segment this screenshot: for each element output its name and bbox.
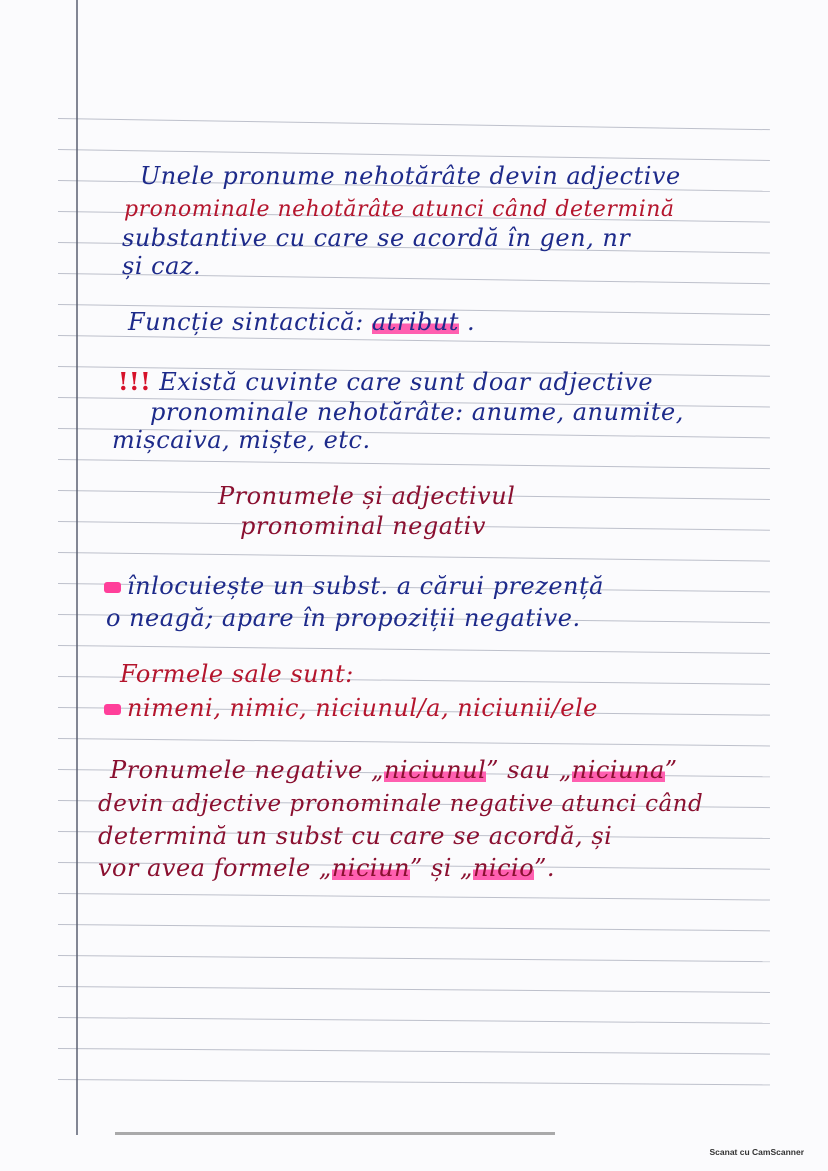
section-heading-line-2: pronominal negativ — [240, 512, 486, 540]
bullet-marker — [104, 704, 121, 715]
ruled-line — [58, 1079, 770, 1086]
syntactic-function-end: . — [467, 308, 476, 336]
highlight-niciunul: niciunul — [383, 756, 487, 784]
note-line-4: și caz. — [122, 252, 202, 280]
final-line-2: devin adjective pronominale negative atunci când — [98, 791, 704, 817]
final-line-1 — [110, 756, 678, 784]
syntactic-function-line — [128, 308, 475, 336]
ruled-line — [58, 1048, 770, 1055]
bullet-line-2: o neagă; apare în propoziții negative. — [106, 604, 581, 632]
final-text: ” și „ — [410, 854, 473, 882]
ruled-line — [58, 459, 770, 469]
final-text: ” — [664, 756, 678, 784]
forms-list-line — [104, 694, 598, 722]
highlight-niciuna: niciuna — [571, 756, 665, 784]
scanner-watermark: Scanat cu CamScanner — [709, 1147, 804, 1157]
ruled-line — [58, 738, 770, 747]
final-text: vor avea formele „ — [98, 854, 332, 882]
final-text: ”. — [534, 854, 556, 882]
section-heading-line-1: Pronumele și adjectivul — [218, 482, 516, 510]
bullet-marker — [104, 582, 121, 593]
alert-line-3: mișcaiva, miște, etc. — [112, 426, 371, 454]
ruled-line — [58, 986, 770, 993]
alert-text-1: Există cuvinte care sunt doar adjective — [159, 368, 654, 396]
highlight-nicio: nicio — [472, 854, 535, 882]
ruled-line — [58, 924, 770, 932]
syntactic-function-value: atribut — [371, 308, 459, 336]
note-line-2: pronominale nehotărâte atunci când determină — [124, 197, 675, 222]
ruled-line — [58, 552, 770, 562]
ruled-line — [58, 335, 770, 346]
page-bottom-edge — [115, 1132, 555, 1135]
final-line-4 — [98, 854, 555, 882]
ruled-line — [58, 118, 770, 130]
bullet-line-1 — [104, 572, 604, 600]
final-line-3: determină un subst cu care se acordă, și — [98, 822, 613, 850]
final-text: ” sau „ — [486, 756, 572, 784]
forms-intro: Formele sale sunt: — [120, 660, 354, 688]
final-text: Pronumele negative „ — [110, 756, 384, 784]
alert-line-2: pronominale nehotărâte: anume, anumite, — [150, 398, 684, 426]
forms-list: nimeni, nimic, niciunul/a, niciunii/ele — [127, 694, 598, 722]
note-line-3: substantive cu care se acordă în gen, nr — [122, 224, 631, 252]
ruled-line — [58, 893, 770, 901]
alert-mark: !!! — [118, 367, 152, 396]
highlight-niciun: niciun — [331, 854, 410, 882]
alert-line-1 — [118, 368, 653, 396]
ruled-line — [58, 1017, 770, 1024]
bullet-text-1: înlocuiește un subst. a cărui prezență — [127, 572, 604, 600]
syntactic-function-label: Funcție sintactică: — [128, 308, 364, 336]
ruled-line — [58, 645, 770, 654]
margin-line — [76, 0, 78, 1135]
note-line-1: Unele pronume nehotărâte devin adjective — [140, 162, 681, 190]
ruled-line — [58, 149, 770, 161]
ruled-line — [58, 955, 770, 962]
